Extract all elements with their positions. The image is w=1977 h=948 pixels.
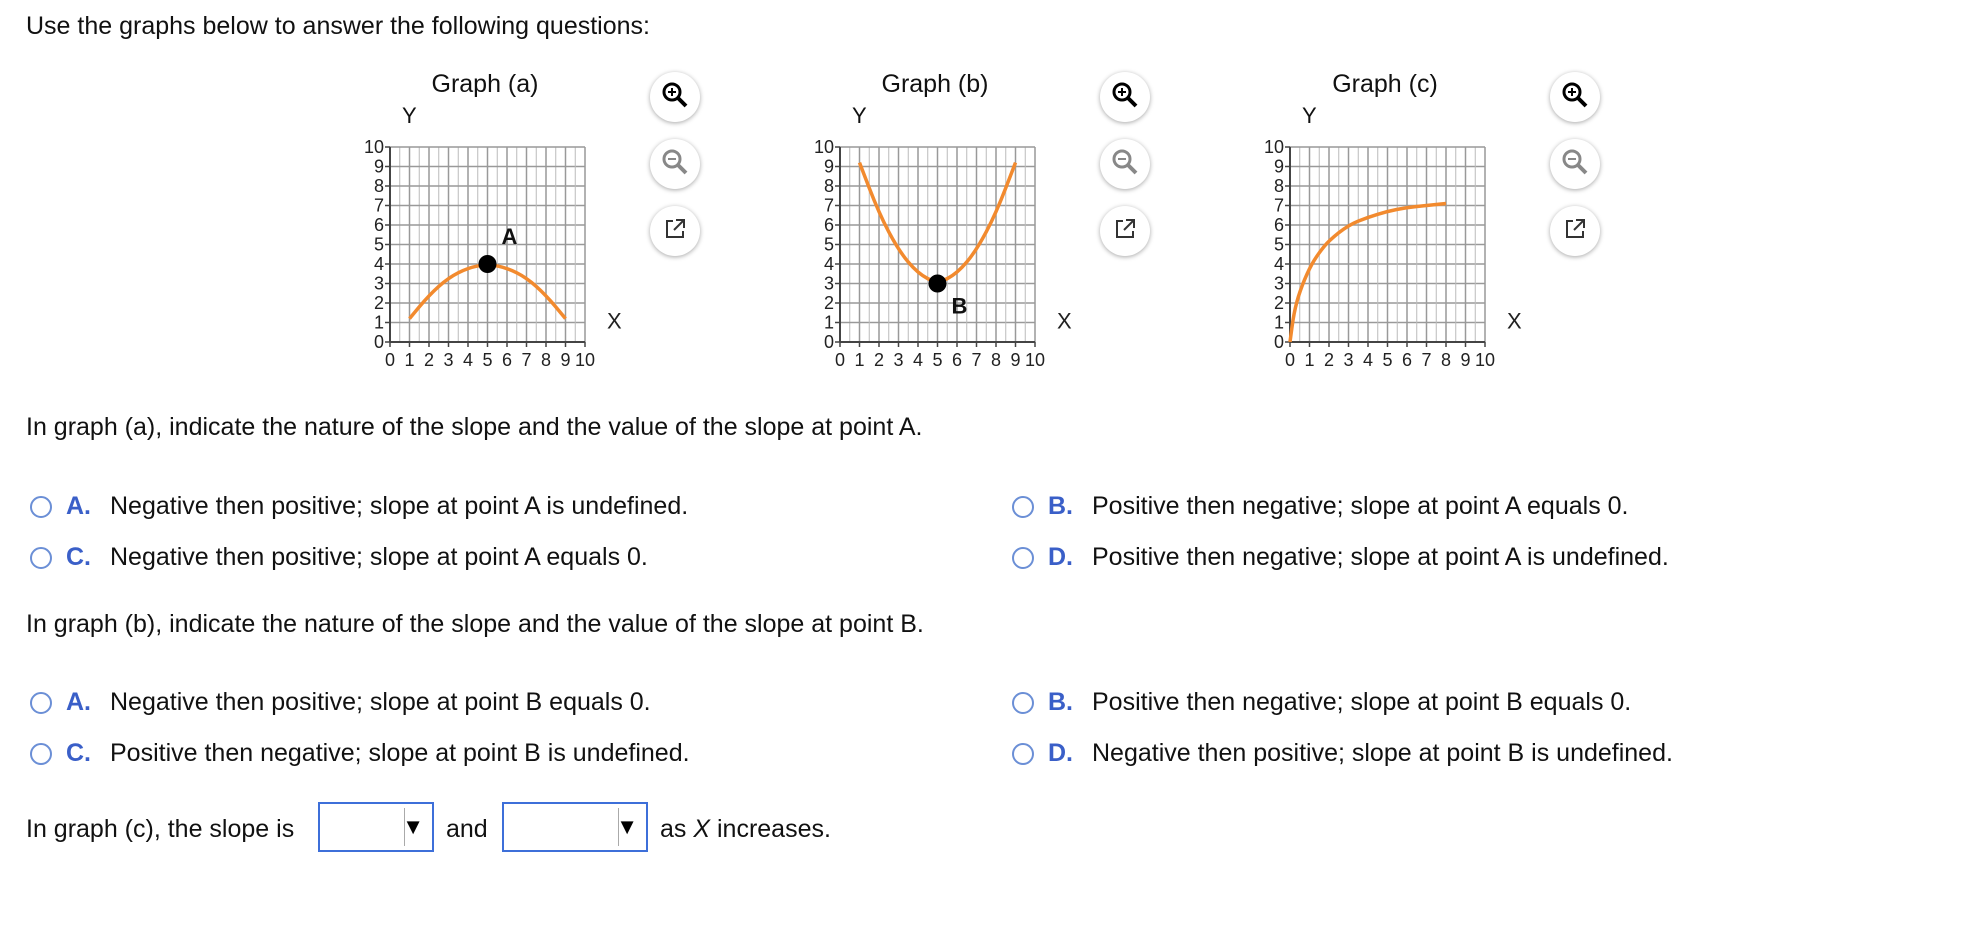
choice-letter: B. xyxy=(1048,688,1073,716)
y-tick-label: 4 xyxy=(1273,254,1284,274)
y-tick-label: 3 xyxy=(823,273,834,294)
x-tick-label: 2 xyxy=(423,350,435,370)
choice-text: Positive then negative; slope at point A is undefined. xyxy=(1092,543,1669,571)
slope-select-1[interactable] xyxy=(318,802,434,852)
x-variable: X xyxy=(693,815,711,843)
graph-c-y-label: Y xyxy=(1302,103,1317,128)
zoom-out-icon xyxy=(1561,148,1589,181)
x-tick-label: 0 xyxy=(1284,350,1296,370)
external-link-icon xyxy=(663,217,687,246)
y-tick-label: 3 xyxy=(1273,273,1284,294)
x-tick-label: 4 xyxy=(1362,350,1374,370)
x-tick-label: 6 xyxy=(1401,350,1413,370)
y-tick-label: 10 xyxy=(363,137,384,157)
graph-b xyxy=(800,130,1100,370)
choice-letter: C. xyxy=(66,543,91,571)
x-tick-label: 9 xyxy=(1010,350,1021,370)
choice-letter: D. xyxy=(1048,739,1073,767)
q2-choice-b[interactable] xyxy=(1012,688,1631,717)
x-tick-label: 10 xyxy=(574,350,596,370)
question-c-suffix xyxy=(660,815,831,844)
q2-choice-c[interactable] xyxy=(30,739,690,768)
y-tick-label: 0 xyxy=(373,332,384,352)
choice-letter: B. xyxy=(1048,492,1073,520)
y-tick-label: 9 xyxy=(823,156,834,177)
zoom-out-button-c[interactable] xyxy=(1550,139,1600,189)
q1-choice-b[interactable] xyxy=(1012,492,1629,521)
slope-select-2[interactable] xyxy=(502,802,648,852)
x-tick-label: 3 xyxy=(1343,350,1354,370)
x-tick-label: 1 xyxy=(404,350,415,370)
point-label: A xyxy=(501,224,518,249)
x-tick-label: 6 xyxy=(951,350,963,370)
x-tick-label: 5 xyxy=(482,350,493,370)
x-axis-label: X xyxy=(1507,308,1522,334)
point-marker xyxy=(479,255,497,273)
y-tick-label: 4 xyxy=(373,254,384,274)
graph-a-y-label: Y xyxy=(402,103,417,128)
suffix-post: increases. xyxy=(710,815,831,843)
x-tick-label: 5 xyxy=(1382,350,1393,370)
graph-b-title: Graph (b) xyxy=(881,70,989,98)
external-link-icon xyxy=(1563,217,1587,246)
y-tick-label: 10 xyxy=(1263,137,1284,157)
choice-letter: A. xyxy=(66,492,91,520)
y-tick-label: 5 xyxy=(823,234,834,255)
x-axis-label: X xyxy=(607,308,622,334)
external-link-button-c[interactable] xyxy=(1550,206,1600,256)
zoom-in-icon xyxy=(661,81,689,114)
choice-letter: C. xyxy=(66,739,91,767)
x-tick-label: 6 xyxy=(501,350,513,370)
x-tick-label: 7 xyxy=(971,350,982,370)
zoom-in-button-a[interactable] xyxy=(650,72,700,122)
y-tick-label: 5 xyxy=(1273,234,1284,255)
x-tick-label: 0 xyxy=(384,350,396,370)
graph-c-title: Graph (c) xyxy=(1332,70,1438,98)
x-tick-label: 5 xyxy=(932,350,943,370)
y-tick-label: 7 xyxy=(1273,195,1284,216)
choice-text: Negative then positive; slope at point A equals 0. xyxy=(110,543,648,571)
q1-choice-c[interactable] xyxy=(30,543,648,572)
graph-b-y-label: Y xyxy=(852,103,867,128)
x-tick-label: 4 xyxy=(462,350,474,370)
x-tick-label: 10 xyxy=(1024,350,1046,370)
zoom-in-button-c[interactable] xyxy=(1550,72,1600,122)
q2-choice-d[interactable] xyxy=(1012,739,1673,768)
zoom-out-icon xyxy=(1111,148,1139,181)
y-tick-label: 8 xyxy=(823,176,834,196)
x-tick-label: 2 xyxy=(1323,350,1335,370)
y-tick-label: 1 xyxy=(1273,312,1284,333)
q2-radio-a[interactable] xyxy=(30,692,52,714)
question-b-text: In graph (b), indicate the nature of the slope and the value of the slope at point B. xyxy=(26,610,924,638)
choice-text: Negative then positive; slope at point A is undefined. xyxy=(110,492,689,520)
y-tick-label: 9 xyxy=(1273,156,1284,177)
y-tick-label: 8 xyxy=(373,176,384,196)
y-tick-label: 0 xyxy=(823,332,834,352)
y-tick-label: 8 xyxy=(1273,176,1284,196)
external-link-button-b[interactable] xyxy=(1100,206,1150,256)
q2-radio-b[interactable] xyxy=(1012,692,1034,714)
y-tick-label: 2 xyxy=(823,293,834,313)
y-tick-label: 10 xyxy=(813,137,834,157)
external-link-icon xyxy=(1113,217,1137,246)
y-tick-label: 9 xyxy=(373,156,384,177)
x-tick-label: 8 xyxy=(990,350,1002,370)
q1-radio-b[interactable] xyxy=(1012,496,1034,518)
q2-radio-d[interactable] xyxy=(1012,743,1034,765)
y-tick-label: 7 xyxy=(823,195,834,216)
x-tick-label: 9 xyxy=(1460,350,1471,370)
x-tick-label: 1 xyxy=(854,350,865,370)
question-c-prefix: In graph (c), the slope is xyxy=(26,815,295,843)
external-link-button-a[interactable] xyxy=(650,206,700,256)
y-tick-label: 6 xyxy=(1273,215,1284,235)
y-tick-label: 7 xyxy=(373,195,384,216)
zoom-in-icon xyxy=(1111,81,1139,114)
x-tick-label: 7 xyxy=(521,350,532,370)
q2-choice-a[interactable] xyxy=(30,688,651,717)
choice-text: Negative then positive; slope at point B equals 0. xyxy=(110,688,651,716)
q1-choice-a[interactable] xyxy=(30,492,688,521)
x-tick-label: 2 xyxy=(873,350,885,370)
point-marker xyxy=(929,275,947,293)
chevron-down-icon: ▼ xyxy=(402,814,424,839)
zoom-in-button-b[interactable] xyxy=(1100,72,1150,122)
x-tick-label: 10 xyxy=(1474,350,1496,370)
x-tick-label: 0 xyxy=(834,350,846,370)
y-tick-label: 3 xyxy=(373,273,384,294)
x-tick-label: 8 xyxy=(1440,350,1452,370)
x-tick-label: 3 xyxy=(443,350,454,370)
y-tick-label: 2 xyxy=(373,293,384,313)
choice-letter: D. xyxy=(1048,543,1073,571)
graph-c xyxy=(1250,130,1550,370)
x-tick-label: 7 xyxy=(1421,350,1432,370)
x-tick-label: 9 xyxy=(560,350,571,370)
chevron-down-icon: ▼ xyxy=(616,814,638,839)
graph-a-title: Graph (a) xyxy=(431,70,539,98)
choice-text: Positive then negative; slope at point A equals 0. xyxy=(1092,492,1629,520)
question-a-text: In graph (a), indicate the nature of the slope and the value of the slope at point A. xyxy=(26,413,923,441)
q1-radio-d[interactable] xyxy=(1012,547,1034,569)
x-tick-label: 3 xyxy=(893,350,904,370)
y-tick-label: 2 xyxy=(1273,293,1284,313)
choice-text: Positive then negative; slope at point B is undefined. xyxy=(110,739,690,767)
choice-letter: A. xyxy=(66,688,91,716)
x-tick-label: 8 xyxy=(540,350,552,370)
graph-a xyxy=(350,130,650,370)
y-tick-label: 1 xyxy=(823,312,834,333)
instructions-text: Use the graphs below to answer the following questions: xyxy=(26,12,650,40)
zoom-out-button-b[interactable] xyxy=(1100,139,1150,189)
y-tick-label: 0 xyxy=(1273,332,1284,352)
x-axis-label: X xyxy=(1057,308,1072,334)
y-tick-label: 6 xyxy=(823,215,834,235)
x-tick-label: 1 xyxy=(1304,350,1315,370)
q1-radio-a[interactable] xyxy=(30,496,52,518)
zoom-out-icon xyxy=(661,148,689,181)
question-c-middle: and xyxy=(446,815,488,843)
y-tick-label: 6 xyxy=(373,215,384,235)
zoom-out-button-a[interactable] xyxy=(650,139,700,189)
y-tick-label: 4 xyxy=(823,254,834,274)
y-tick-label: 1 xyxy=(373,312,384,333)
q1-choice-d[interactable] xyxy=(1012,543,1669,572)
choice-text: Negative then positive; slope at point B is undefined. xyxy=(1092,739,1673,767)
suffix-pre: as xyxy=(660,815,694,843)
x-tick-label: 4 xyxy=(912,350,924,370)
zoom-in-icon xyxy=(1561,81,1589,114)
choice-text: Positive then negative; slope at point B equals 0. xyxy=(1092,688,1632,716)
q1-radio-c[interactable] xyxy=(30,547,52,569)
point-label: B xyxy=(951,293,968,319)
q2-radio-c[interactable] xyxy=(30,743,52,765)
y-tick-label: 5 xyxy=(373,234,384,255)
